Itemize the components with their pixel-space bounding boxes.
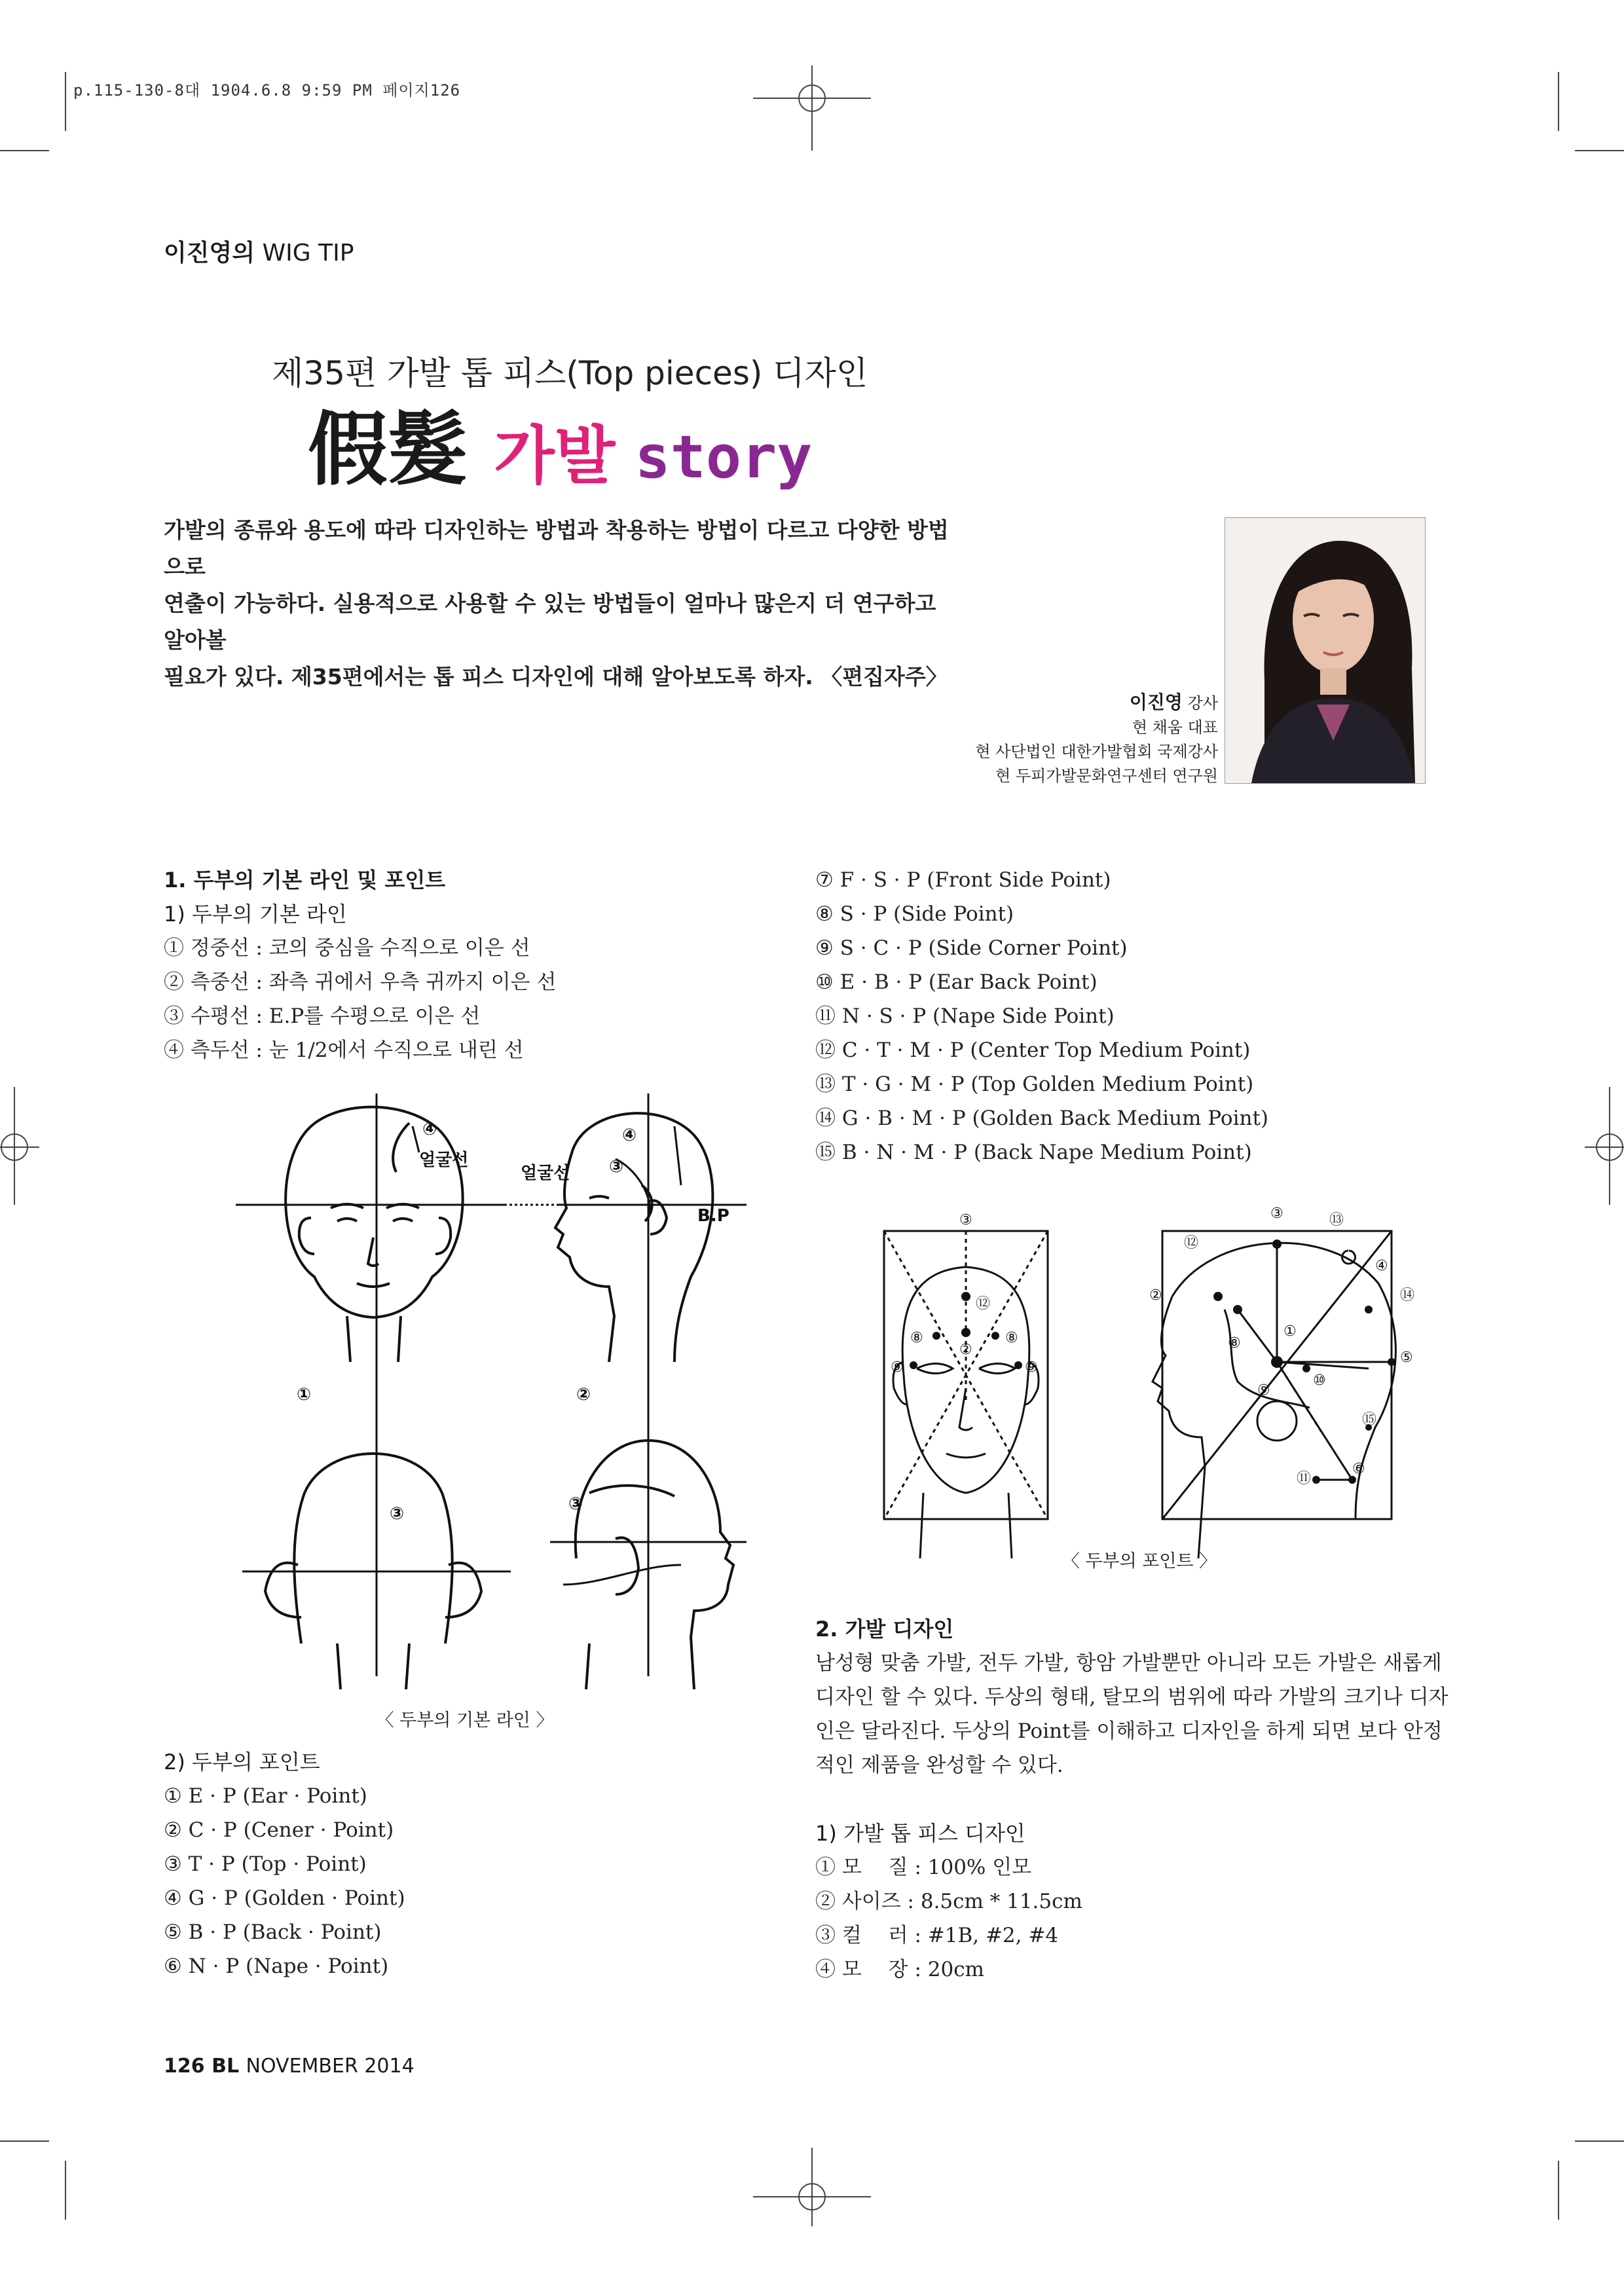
intro-line: 연출이 가능하다. 실용적으로 사용할 수 있는 방법들이 얼마나 많은지 더 연구하고 알아볼: [164, 591, 936, 653]
label-face-line: 얼굴선: [419, 1150, 469, 1170]
print-slug: p.115-130-8대 1904.6.8 9:59 PM 페이지126: [73, 81, 461, 100]
point-item: ④ G · P (Golden · Point): [164, 1886, 405, 1910]
bio-line: 현 두피가발문화연구센터 연구원: [995, 767, 1218, 785]
point-item: ① E · P (Ear · Point): [164, 1784, 367, 1808]
label-n3: ③: [390, 1504, 405, 1524]
title-korean: 가발: [494, 419, 616, 492]
point-label: ③: [959, 1212, 972, 1228]
point-item: ⑬ T · G · M · P (Top Golden Medium Point): [815, 1073, 1254, 1096]
line-item: ① 정중선 : 코의 중심을 수직으로 이은 선: [164, 936, 530, 960]
intro-text: [164, 512, 963, 695]
paragraph-line: 인은 달라진다. 두상의 Point를 이해하고 디자인을 하게 되면 보다 안정: [815, 1719, 1443, 1743]
point-item: ⑭ G · B · M · P (Golden Back Medium Point): [815, 1107, 1269, 1130]
point-label: ②: [1149, 1287, 1162, 1304]
label-face-line: 얼굴선: [521, 1164, 570, 1183]
point-label: ⑪: [1297, 1471, 1312, 1487]
line-item: ④ 측두선 : 눈 1/2에서 수직으로 내린 선: [164, 1038, 524, 1062]
page-number: 126: [164, 2055, 205, 2078]
folio: [164, 2055, 415, 2078]
point-label: ⑫: [976, 1296, 991, 1312]
point-item: ② C · P (Cener · Point): [164, 1818, 394, 1842]
paragraph-line: 남성형 맞춤 가발, 전두 가발, 항암 가발뿐만 아니라 모든 가발은 새롭게: [815, 1651, 1442, 1675]
point-item: ⑪ N · S · P (Nape Side Point): [815, 1004, 1115, 1028]
point-item: ⑮ B · N · M · P (Back Nape Medium Point): [815, 1141, 1252, 1164]
section1-sub2: 2) 두부의 포인트: [164, 1750, 320, 1774]
section-label: WIG TIP: [262, 240, 354, 266]
figure1-caption: 〈 두부의 기본 라인 〉: [376, 1710, 554, 1731]
line-item: ③ 수평선 : E.P를 수평으로 이은 선: [164, 1004, 481, 1028]
label-n4: ④: [622, 1126, 637, 1145]
point-label: ⑧: [1005, 1330, 1018, 1346]
line-item: ② 측중선 : 좌측 귀에서 우측 귀까지 이은 선: [164, 970, 557, 994]
point-item: ⑩ E · B · P (Ear Back Point): [815, 970, 1098, 994]
title-hanja: 假髮: [308, 402, 468, 496]
point-label: ⑫: [1184, 1235, 1199, 1251]
author-photo: [1225, 517, 1426, 784]
paragraph-line: 적인 제품을 완성할 수 있다.: [815, 1753, 1063, 1777]
bio-line: 현 채움 대표: [1132, 718, 1218, 737]
points-list-b: [815, 863, 1437, 1169]
figure2-caption: 〈 두부의 포인트 〉: [1061, 1551, 1217, 1571]
label-n2: ②: [576, 1385, 591, 1405]
section-tag: [164, 234, 354, 268]
point-label: ⑮: [1362, 1412, 1377, 1428]
point-label: ③: [1270, 1205, 1283, 1222]
main-title: [308, 402, 813, 496]
label-n3: ③: [568, 1494, 583, 1514]
section2: [815, 1612, 1449, 1987]
spec-item: ④ 모 장 : 20cm: [815, 1958, 984, 1981]
points-list-a: [164, 1745, 786, 1983]
intro-line: 가발의 종류와 용도에 따라 디자인하는 방법과 착용하는 방법이 다르고 다양한 방법으로: [164, 517, 949, 579]
point-label: ⑬: [1329, 1212, 1344, 1228]
point-label: ⑧: [910, 1330, 923, 1346]
section-author: 이진영의: [164, 240, 255, 266]
left-column: [164, 863, 786, 1067]
section1-sub1: 1) 두부의 기본 라인: [164, 902, 347, 927]
point-item: ⑤ B · P (Back · Point): [164, 1920, 382, 1944]
spec-item: ② 사이즈 : 8.5cm * 11.5cm: [815, 1890, 1082, 1913]
author-title: 강사: [1187, 694, 1218, 712]
section2-heading: 2. 가발 디자인: [815, 1617, 954, 1642]
spec-item: ① 모 질 : 100% 인모: [815, 1856, 1032, 1879]
point-label: ⑨: [891, 1359, 904, 1376]
label-n4: ④: [422, 1120, 437, 1139]
basic-lines-figure: [223, 1087, 760, 1689]
label-n1: ①: [297, 1385, 312, 1405]
point-label: ⑨: [1257, 1382, 1270, 1399]
author-bio: [825, 690, 1218, 788]
point-label: ⑥: [1352, 1461, 1365, 1477]
paragraph-line: 디자인 할 수 있다. 두상의 형태, 탈모의 범위에 따라 가발의 크기나 디자: [815, 1685, 1449, 1709]
label-bp: B.P: [697, 1206, 729, 1226]
issue-date: NOVEMBER 2014: [246, 2055, 415, 2078]
point-label: ⑩: [1313, 1372, 1326, 1389]
head-points-figure: [871, 1205, 1434, 1558]
bio-line: 현 사단법인 대한가발협회 국제강사: [975, 743, 1218, 761]
point-item: ⑧ S · P (Side Point): [815, 902, 1014, 926]
point-item: ③ T · P (Top · Point): [164, 1852, 367, 1876]
author-name: 이진영: [1129, 691, 1183, 713]
intro-line: 필요가 있다. 제35편에서는 톱 피스 디자인에 대해 알아보도록 하자. 〈편집자주〉: [164, 664, 948, 689]
title-english: story: [635, 423, 813, 492]
point-item: ⑦ F · S · P (Front Side Point): [815, 868, 1111, 892]
point-label: ②: [959, 1342, 972, 1358]
series-title: 제35편 가발 톱 피스(Top pieces) 디자인: [272, 354, 868, 392]
section1-heading: 1. 두부의 기본 라인 및 포인트: [164, 868, 446, 892]
point-label: ④: [1375, 1258, 1388, 1274]
point-label: ⑭: [1400, 1287, 1415, 1304]
point-item: ⑥ N · P (Nape · Point): [164, 1955, 389, 1978]
spec-item: ③ 컬 러 : #1B, #2, #4: [815, 1924, 1059, 1947]
point-item: ⑨ S · C · P (Side Corner Point): [815, 936, 1128, 960]
magazine-name: BL: [212, 2055, 240, 2078]
point-label: ⑤: [1400, 1349, 1413, 1366]
label-n3: ③: [609, 1157, 624, 1177]
point-label: ①: [1283, 1323, 1297, 1340]
point-label: ⑨: [1025, 1359, 1038, 1376]
point-item: ⑫ C · T · M · P (Center Top Medium Point): [815, 1038, 1251, 1062]
section2-sub1: 1) 가발 톱 피스 디자인: [815, 1821, 1025, 1846]
point-label: ⑧: [1228, 1335, 1241, 1351]
